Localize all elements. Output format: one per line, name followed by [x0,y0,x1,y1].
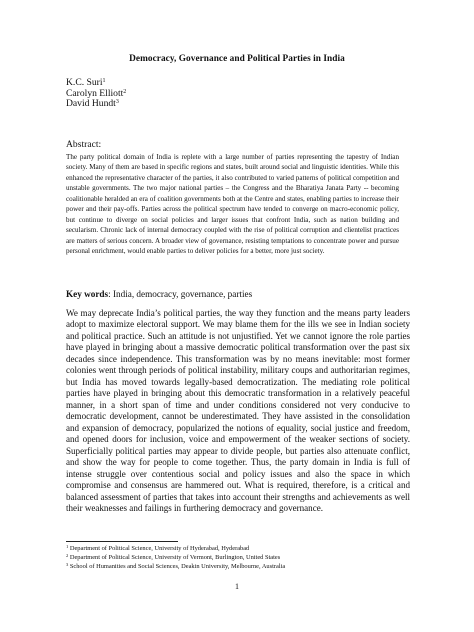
footnotes [66,544,285,571]
author-name: David Hundt [66,98,116,110]
footnote-1 [66,544,285,553]
paper-title: Democracy, Governance and Political Parties in India [129,54,345,64]
keywords-label: Key words [66,289,109,299]
abstract-heading: Abstract: [66,139,102,150]
author-hundt [66,99,126,110]
author-name: Carolyn Elliott [66,87,124,99]
footnote-mark: 1 [102,78,106,84]
page-number: 1 [235,582,239,591]
footnote-mark: 2 [66,553,69,559]
footnote-text: Department of Political Science, University of Vermont, Burlington, United States [68,554,281,562]
author-list [66,78,126,110]
abstract-text: The party political domain of India is replete with a large number of parties representing the tapestry of Indian society. Many of them are based in specific regions and states, built around social and linguistic identities. While this enhanced the representative character of the parties, it also contributed to varied patterns of political competition and unstable governments. The two major national parties – the Congress and the Bharatiya Janata Party -- becoming coalitionable heralded an era of coalition governments both at the Centre and states, enabling parties to increase their power and their pay-offs. Parties across the political spectrum have tended to converge on macro-economic policy, but continue to diverge on social policies and larger issues that confront India, such as nation building and secularism. Chronic lack of internal democracy coupled with the rise of political corruption and clientelist practices are matters of serious concern. A broader view of governance, resisting temptations to concentrate power and pursue personal enrichment, would enable parties to deliver policies for a better, more just society. [66,153,399,256]
footnote-mark: 2 [123,88,127,95]
footnote-mark: 3 [115,99,119,106]
author-name: K.C. Suri [66,77,103,88]
body-paragraph: We may deprecate India’s political parties, the way they function and the means party leaders adopt to maximize electoral support. We may blame them for the ills we see in Indian society and political practice. Such an attitude is not unjustified. Yet we cannot ignore the role parties have played in bringing about a massive democratic political transformation over the past six decades since independence. This transformation was by no means inevitable: most former colonies went through periods of political instability, military coups and authoritarian regimes, but India has moved towards legally-based democratization. The mediating role political parties have played in bringing about this democratic transformation in a relatively peaceful manner, in a short span of time and under conditions considered not very conducive to democratic development, cannot be underestimated. They have assisted in the consolidation and expansion of democracy, popularized the notions of equality, social justice and freedom, and opened doors for inclusion, voice and empowerment of the weaker sections of society. Superficially political parties may appear to divide people, but parties also attenuate conflict, and show the way for people to come together. Thus, the party domain in India is full of intense struggle over contentious social and policy issues and also the space in which compromise and consensus are hammered out. What is required, therefore, is a critical and balanced assessment of parties that takes into account their strengths and achievements as well their weaknesses and failings in furthering democracy and governance. [66,308,410,514]
footnote-2 [66,553,285,562]
footnote-text: Department of Political Science, University of Hyderabad, Hyderabad [68,545,250,552]
footnote-divider [66,541,178,542]
footnote-3 [66,562,285,571]
keywords-line [66,289,252,299]
footnote-text: School of Humanities and Social Sciences, Deakin University, Melbourne, Australia [68,563,286,571]
keywords-text: : India, democracy, governance, parties [108,289,253,299]
footnote-mark: 1 [66,544,69,549]
footnote-mark: 3 [66,562,69,568]
